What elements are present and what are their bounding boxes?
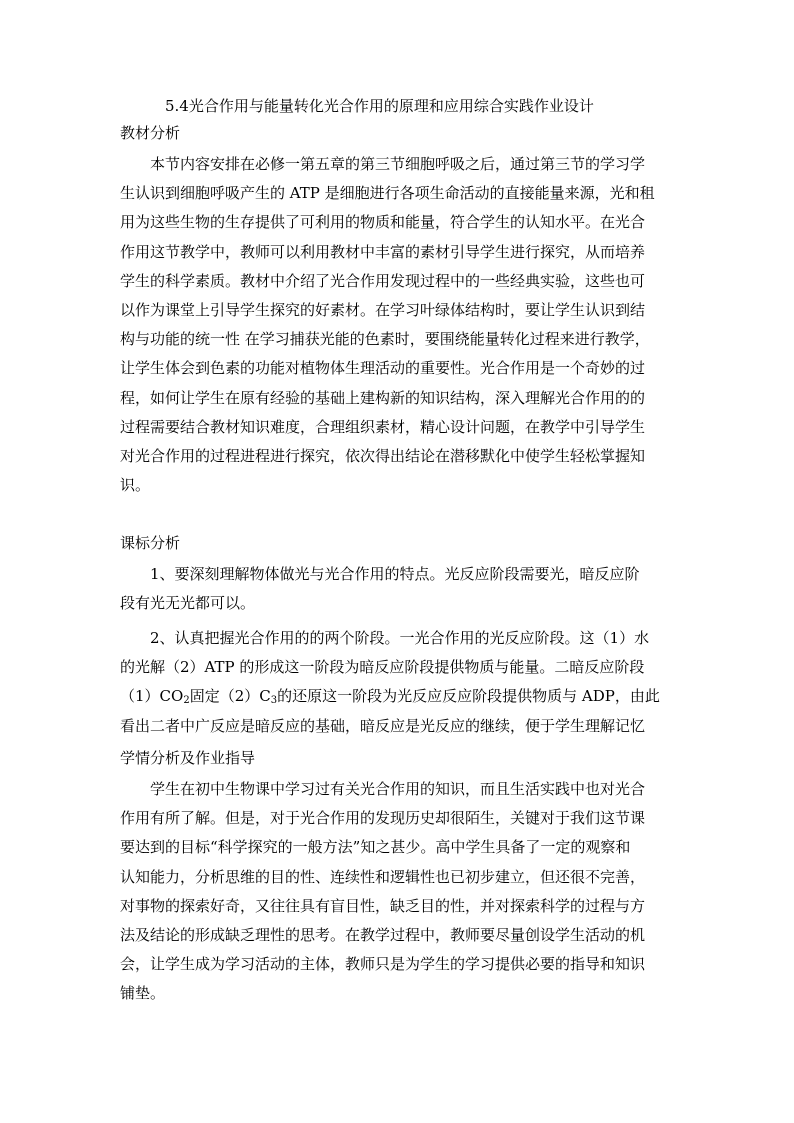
text-line: 看出二者中广反应是暗反应的基础，暗反应是光反应的继续，便于学生理解记忆 bbox=[120, 716, 646, 735]
text-line: 构与功能的统一性 在学习捕获光能的色素时，要围绕能量转化过程来进行教学， bbox=[120, 330, 650, 349]
text-line: 铺垫。 bbox=[120, 984, 166, 1003]
text-line: 用为这些生物的生存提供了可利用的物质和能量，符合学生的认知水平。在光合 bbox=[120, 213, 646, 232]
text-line: 作用这节教学中，教师可以利用教材中丰富的素材引导学生进行探究，从而培养 bbox=[120, 242, 646, 261]
text-line: 2、认真把握光合作用的的两个阶段。一光合作用的光反应阶段。这（1）水 bbox=[150, 629, 650, 647]
text-line: 以作为课堂上引导学生探究的好素材。在学习叶绿体结构时，要让学生认识到结 bbox=[120, 301, 646, 320]
document-title: 5.4光合作用与能量转化光合作用的原理和应用综合实践作业设计 bbox=[165, 97, 594, 115]
text-line: 过程需要结合教材知识难度，合理组织素材，精心设计问题，在教学中引导学生 bbox=[120, 417, 646, 436]
text-line: 认知能力，分析思维的目的性、连续性和逻辑性也已初步建立，但还很不完善， bbox=[120, 867, 646, 886]
text-line: 法及结论的形成缺乏理性的思考。在教学过程中，教师要尽量创设学生活动的机 bbox=[120, 926, 646, 945]
text-fragment: 的还原这一阶段为光反应反应阶段提供物质与 ADP，由此 bbox=[277, 687, 660, 706]
text-line: 让学生体会到色素的功能对植物体生理活动的重要性。光合作用是一个奇妙的过 bbox=[120, 359, 646, 378]
text-line: 程，如何让学生在原有经验的基础上建构新的知识结构，深入理解光合作用的的 bbox=[120, 388, 646, 407]
text-line: 1、要深刻理解物体做光与光合作用的特点。光反应阶段需要光，暗反应阶 bbox=[150, 565, 640, 583]
paragraph-learning-analysis bbox=[120, 775, 680, 1009]
text-fragment: （1）CO bbox=[120, 687, 184, 706]
text-line: 识。 bbox=[120, 476, 151, 495]
paragraph-textbook-analysis bbox=[120, 150, 680, 500]
text-line: 要达到的目标“科学探究的一般方法”知之甚少。高中学生具备了一定的观察和 bbox=[120, 838, 631, 857]
text-line: 对光合作用的过程进程进行探究，依次得出结论在潜移默化中使学生轻松掌握知 bbox=[120, 447, 646, 466]
text-line: 学生的科学素质。教材中介绍了光合作用发现过程中的一些经典实验，这些也可 bbox=[120, 271, 646, 290]
subscript: 2 bbox=[183, 695, 190, 707]
paragraph-curriculum-item-1 bbox=[120, 560, 680, 618]
text-line: 会，让学生成为学习活动的主体，教师只是为学生的学习提供必要的指导和知识 bbox=[120, 955, 646, 974]
text-line: 本节内容安排在必修一第五章的第三节细胞呼吸之后，通过第三节的学习学 bbox=[150, 155, 646, 173]
text-line: 段有光无光都可以。 bbox=[120, 594, 256, 613]
text-line: 学生在初中生物课中学习过有关光合作用的知识，而且生活实践中也对光合 bbox=[150, 780, 646, 798]
text-line: 生认识到细胞呼吸产生的 ATP 是细胞进行各项生命活动的直接能量来源，光和租 bbox=[120, 184, 655, 203]
paragraph-curriculum-item-2 bbox=[120, 624, 680, 741]
heading-curriculum-analysis: 课标分析 bbox=[120, 534, 181, 552]
text-line: 的光解（2）ATP 的形成这一阶段为暗反应阶段提供物质与能量。二暗反应阶段 bbox=[120, 658, 645, 677]
text-fragment: 固定（2）C bbox=[189, 687, 271, 706]
heading-textbook-analysis: 教材分析 bbox=[120, 124, 181, 142]
heading-learning-analysis: 学情分析及作业指导 bbox=[120, 749, 256, 767]
text-line: 作用有所了解。但是，对于光合作用的发现历史却很陌生，关键对于我们这节课 bbox=[120, 809, 646, 828]
text-line-with-formula bbox=[120, 682, 680, 711]
text-line: 对事物的探索好奇，又往往具有盲目性，缺乏目的性，并对探索科学的过程与方 bbox=[120, 896, 646, 915]
subscript: 3 bbox=[270, 695, 278, 707]
